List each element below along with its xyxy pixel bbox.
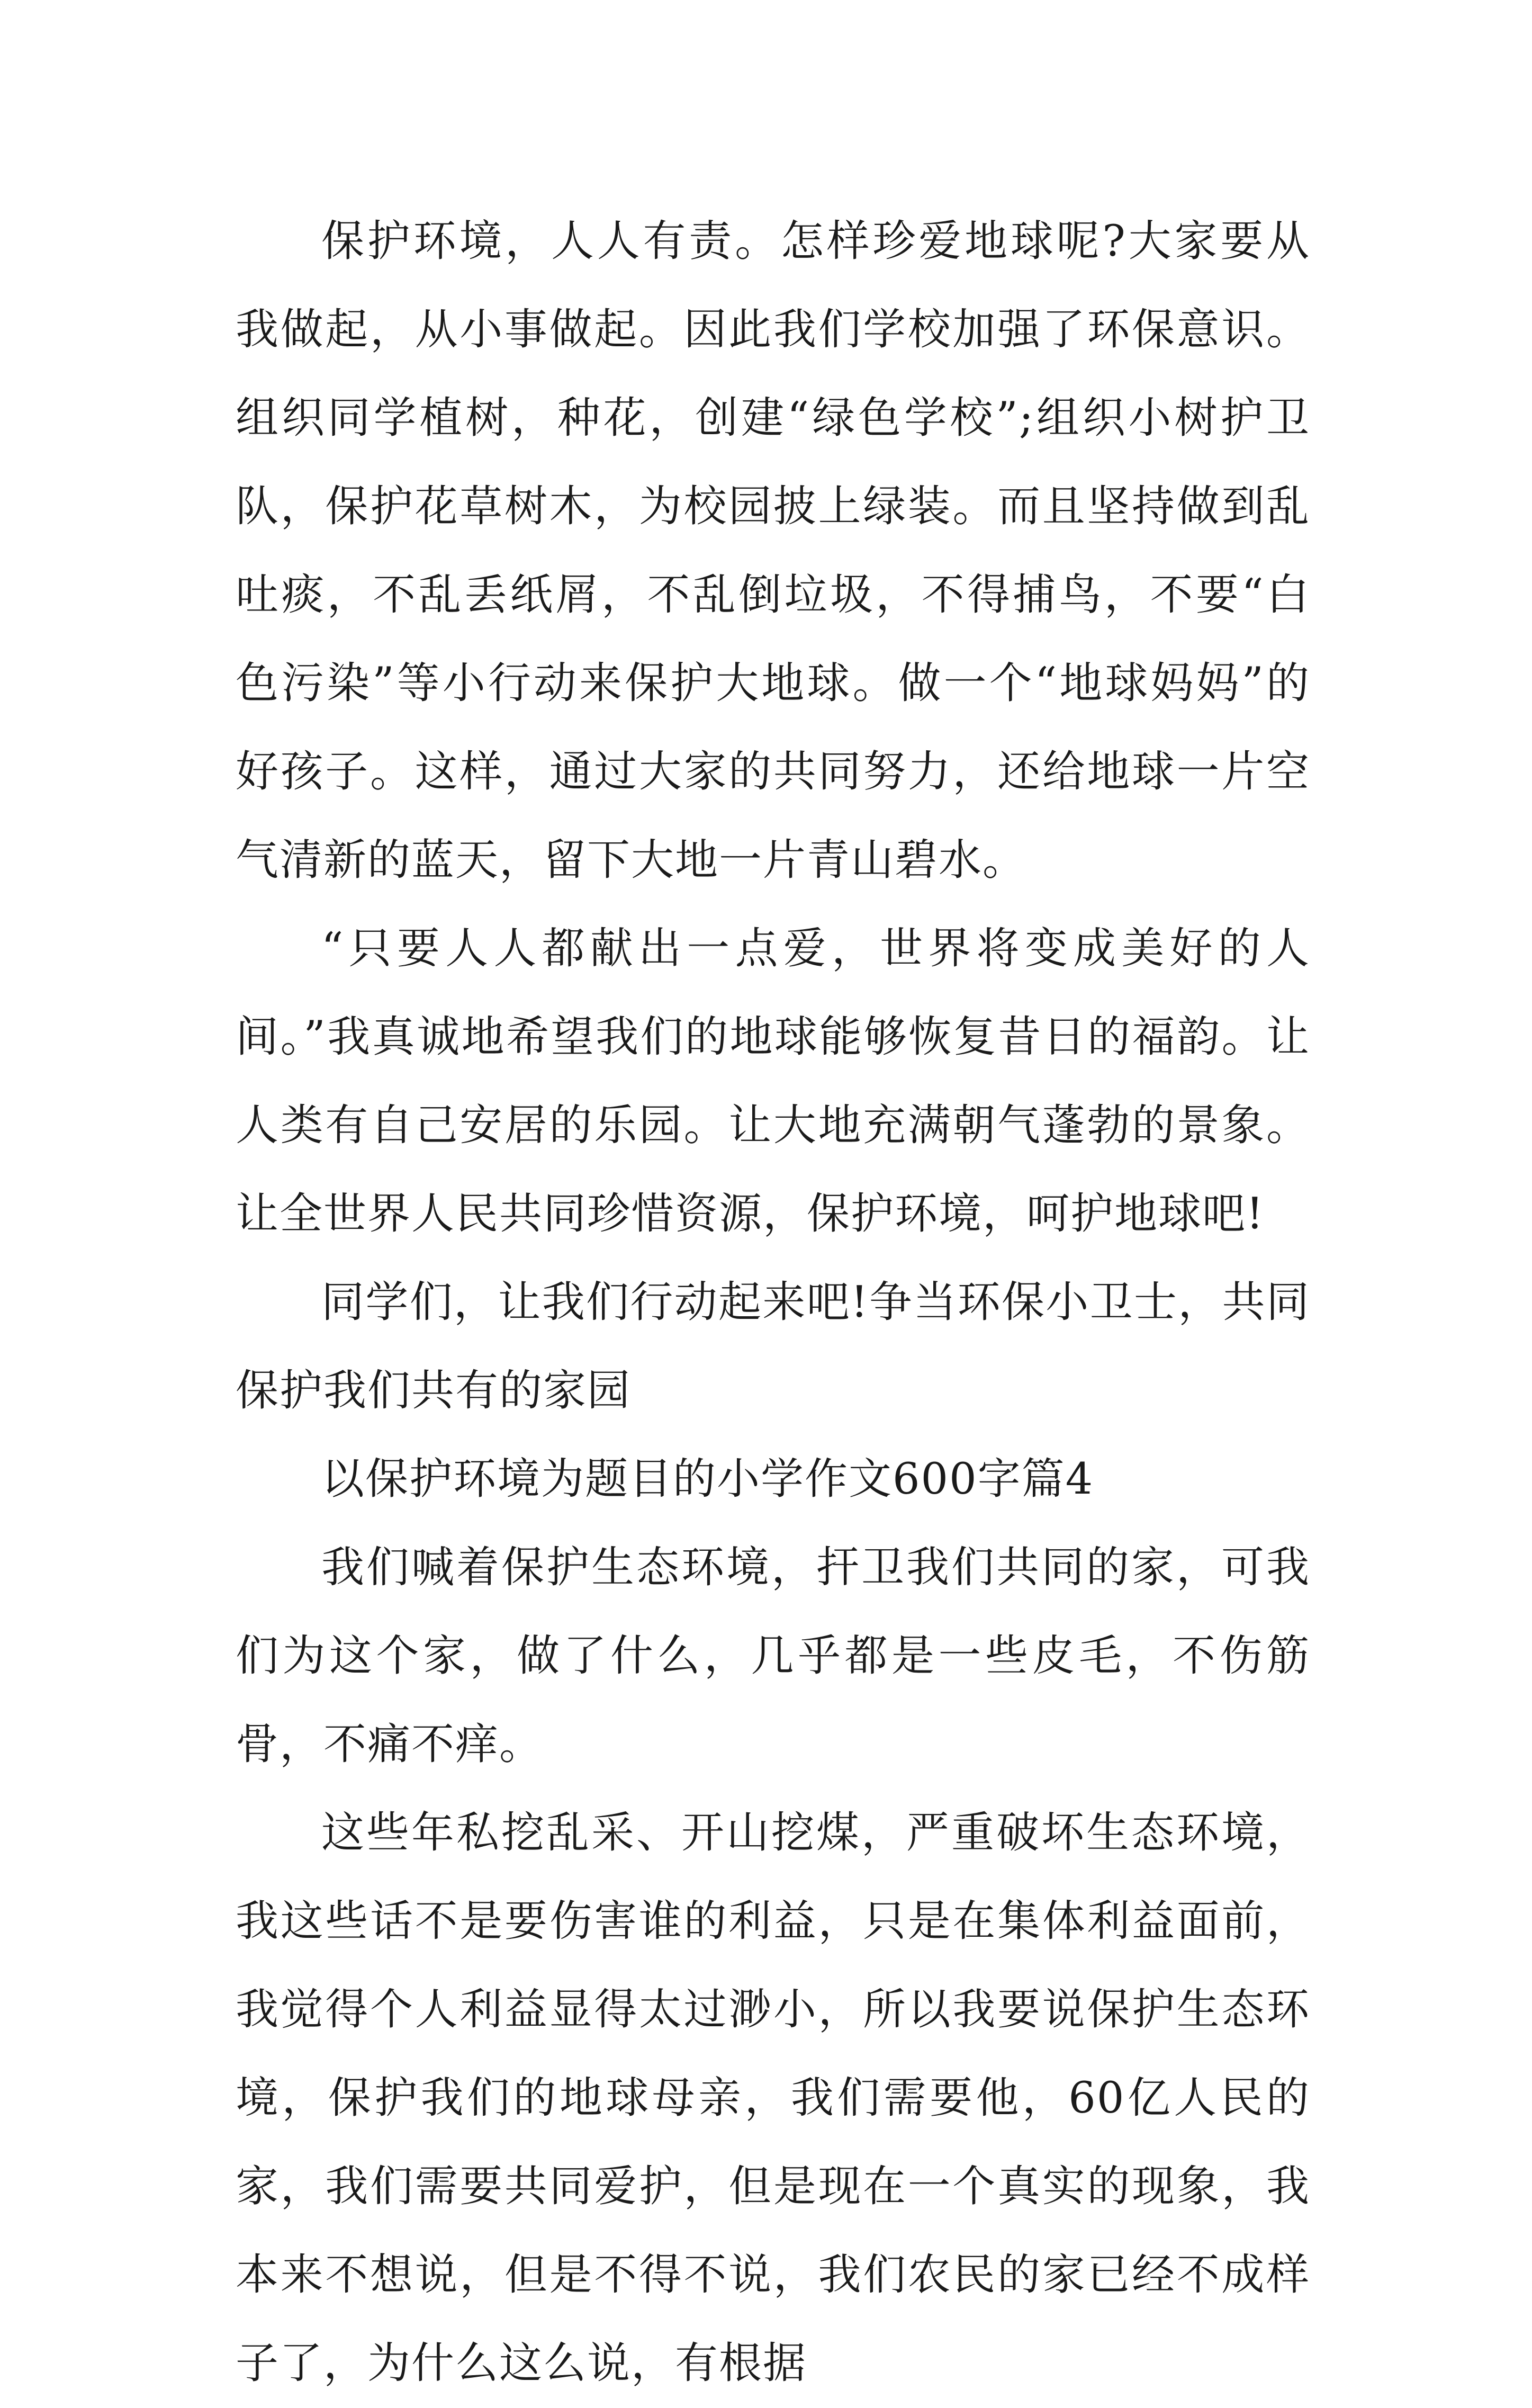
paragraph-5: 这些年私挖乱采、开山挖煤，严重破坏生态环境，我这些话不是要伤害谁的利益，只是在集体利益面前，我觉得个人利益显得太过渺小，所以我要说保护生态环境，保护我们的地球母亲，我们需要他，60亿人民的家，我们需要共同爱护，但是现在一个真实的现象，我本来不想说，但是不得不说，我们农民的家已经不成样子了，为什么这么说，有根据 xyxy=(236,1808,1310,2388)
paragraph-1: 保护环境，人人有责。怎样珍爱地球呢?大家要从我做起，从小事做起。因此我们学校加强了环保意识。组织同学植树，种花，创建“绿色学校”;组织小树护卫队，保护花草树木，为校园披上绿装。而且坚持做到乱吐痰，不乱丢纸屑，不乱倒垃圾，不得捕鸟，不要“白色污染”等小行动来保护大地球。做一个“地球妈妈”的好孩子。这样，通过大家的共同努力，还给地球一片空气清新的蓝天，留下大地一片青山碧水。 xyxy=(236,217,1310,885)
section-heading: 以保护环境为题目的小学作文600字篇4 xyxy=(321,1454,1094,1504)
paragraph-3: 同学们，让我们行动起来吧!争当环保小卫士，共同保护我们共有的家园 xyxy=(236,1278,1310,1416)
document-body xyxy=(236,197,1310,2408)
paragraph-4: 我们喊着保护生态环境，扞卫我们共同的家，可我们为这个家，做了什么，几乎都是一些皮毛，不伤筋骨，不痛不痒。 xyxy=(236,1543,1310,1769)
paragraph-2: “只要人人都献出一点爱，世界将变成美好的人间。”我真诚地希望我们的地球能够恢复昔日的福韵。让人类有自己安居的乐园。让大地充满朝气蓬勃的景象。让全世界人民共同珍惜资源，保护环境，呵护地球吧! xyxy=(236,924,1310,1239)
